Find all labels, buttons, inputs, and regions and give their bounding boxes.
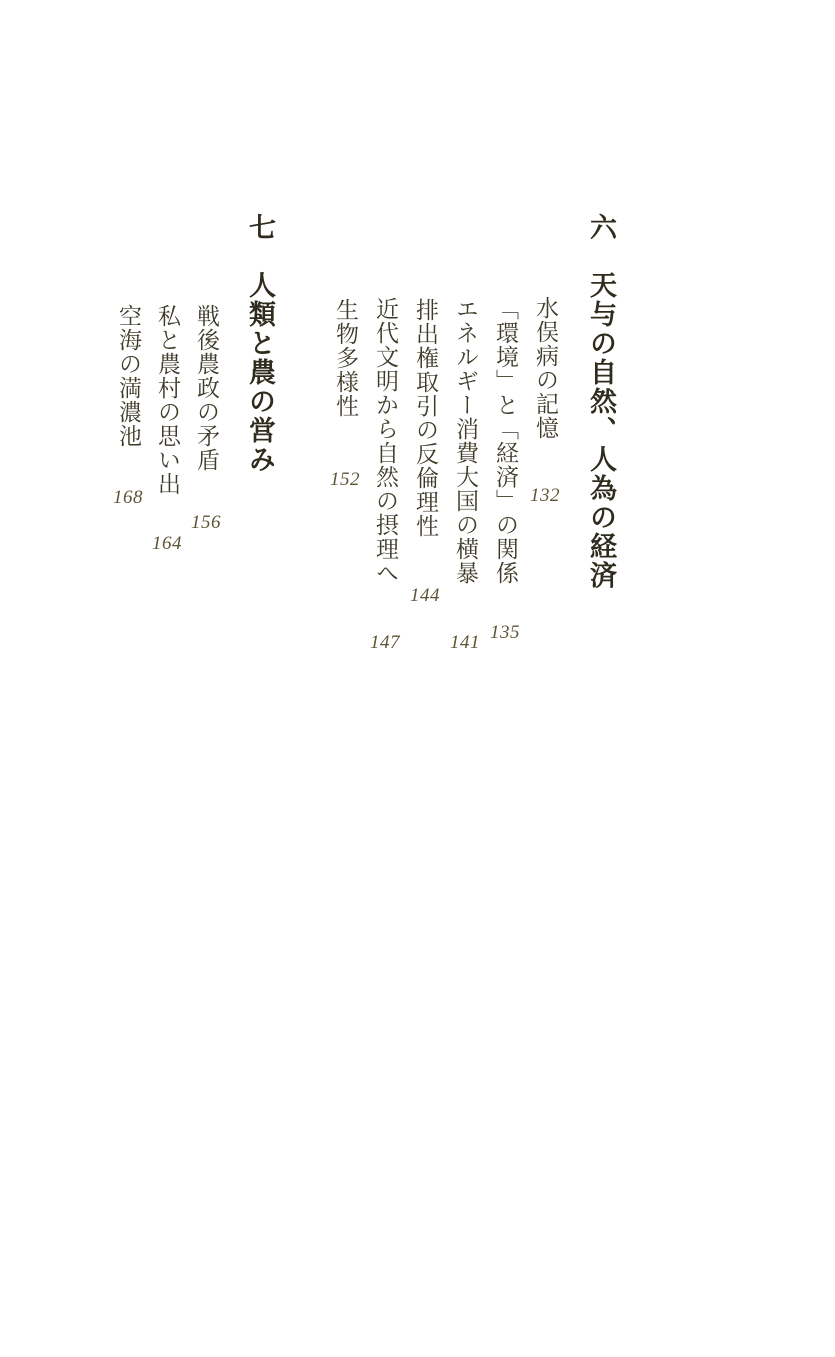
entry-title: 排出権取引の反倫理性: [413, 298, 438, 538]
chapter-title: 人類と農の営み: [245, 271, 275, 474]
toc-entry: [491, 297, 519, 643]
chapter-number: 六: [586, 213, 616, 242]
toc-entry: [531, 296, 559, 506]
toc-entry: [451, 297, 479, 653]
entry-title: 私と農村の思い出: [155, 304, 180, 496]
toc-entry: [114, 304, 142, 508]
chapter-six-heading: [586, 213, 616, 590]
entry-title: 近代文明から自然の摂理へ: [373, 297, 398, 585]
entry-page-number: 152: [330, 469, 360, 490]
entry-page-number: 132: [530, 485, 560, 506]
entry-page-number: 156: [191, 512, 221, 533]
toc-entry: [192, 304, 220, 533]
entry-page-number: 141: [450, 632, 480, 653]
entry-page-number: 147: [370, 632, 400, 653]
entry-title: 「環境」と「経済」の関係: [493, 297, 518, 585]
chapter-number: 七: [245, 213, 275, 242]
entry-title: 空海の満濃池: [116, 304, 141, 448]
entry-title: 水俣病の記憶: [533, 296, 558, 440]
entry-page-number: 135: [490, 622, 520, 643]
entry-page-number: 168: [113, 487, 143, 508]
entry-title: 生物多様性: [333, 298, 358, 418]
toc-entry: [411, 298, 439, 606]
entry-page-number: 144: [410, 585, 440, 606]
toc-entry: [153, 304, 181, 554]
chapter-seven-heading: [245, 213, 275, 474]
entry-title: 戦後農政の矛盾: [194, 304, 219, 472]
chapter-title: 天与の自然、人為の経済: [586, 271, 616, 590]
toc-entry: [371, 297, 399, 653]
entry-page-number: 164: [152, 533, 182, 554]
entry-title: エネルギー消費大国の横暴: [453, 297, 478, 585]
toc-entry: [331, 298, 359, 490]
